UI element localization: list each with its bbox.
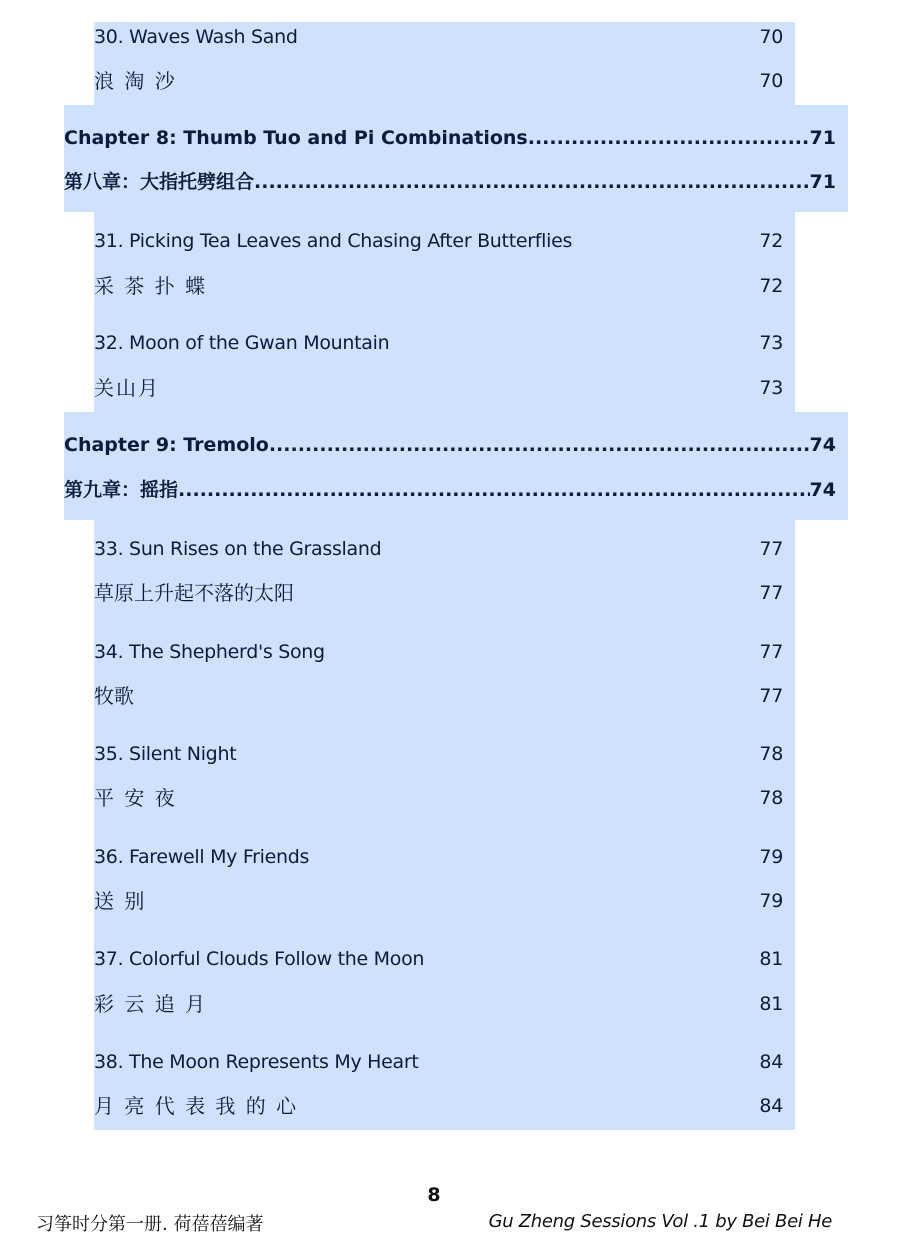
toc-entry-36-title-row[interactable]	[94, 842, 795, 872]
chapter-title: Chapter 9: Tremolo	[64, 434, 269, 456]
page-number: 71	[809, 127, 836, 149]
song-title-chinese: 牧歌	[94, 684, 134, 708]
page-number: 72	[759, 230, 783, 252]
song-title: 37. Colorful Clouds Follow the Moon	[94, 948, 425, 970]
song-title-chinese: 送 别	[94, 889, 147, 913]
song-title: 30. Waves Wash Sand	[94, 26, 298, 48]
song-title: 35. Silent Night	[94, 743, 237, 765]
toc-chapter-8[interactable]	[64, 105, 848, 212]
footer-page-number: 8	[427, 1184, 441, 1206]
toc-entry-37-cn-row[interactable]	[94, 989, 795, 1019]
dot-leader	[178, 475, 810, 505]
toc-entry-31-cn-row[interactable]	[94, 271, 795, 301]
song-title-chinese: 采 茶 扑 蝶	[94, 274, 208, 298]
toc-entry-34-title-row[interactable]	[94, 637, 795, 667]
dot-leader	[269, 430, 810, 460]
song-title: 33. Sun Rises on the Grassland	[94, 538, 382, 560]
page-number: 70	[759, 70, 783, 92]
toc-entry-38-title-row[interactable]	[94, 1047, 795, 1077]
page-number: 74	[809, 479, 836, 501]
song-title-chinese: 彩 云 追 月	[94, 992, 208, 1016]
song-title-chinese: 浪 淘 沙	[94, 69, 177, 93]
song-title: 31. Picking Tea Leaves and Chasing After Butterflies	[94, 230, 573, 252]
chapter-title-chinese: 第九章：摇指	[64, 479, 179, 501]
page-number: 78	[759, 743, 783, 765]
song-title: 32. Moon of the Gwan Mountain	[94, 332, 390, 354]
toc-entries-33-38	[94, 520, 795, 1130]
chapter-title-cn-row[interactable]	[64, 475, 836, 505]
toc-entry-37-title-row[interactable]	[94, 944, 795, 974]
page-number: 78	[759, 787, 783, 809]
page-number: 84	[759, 1095, 783, 1117]
chapter-title-row[interactable]	[64, 430, 836, 460]
dot-leader	[528, 123, 810, 153]
chapter-title-chinese: 第八章：大指托劈组合	[64, 171, 255, 193]
dot-leader	[254, 167, 810, 197]
toc-entry-31-title-row[interactable]	[94, 226, 795, 256]
page-number: 77	[759, 641, 783, 663]
song-title-chinese: 关山月	[94, 376, 160, 400]
toc-chapter-9[interactable]	[64, 412, 848, 520]
toc-entry-33-cn-row[interactable]	[94, 578, 795, 608]
page-number: 77	[759, 582, 783, 604]
page-number: 70	[759, 26, 783, 48]
toc-entry-cn-row[interactable]	[94, 66, 795, 96]
page-number: 77	[759, 685, 783, 707]
song-title: 34. The Shepherd's Song	[94, 641, 325, 663]
toc-entry-35-title-row[interactable]	[94, 739, 795, 769]
toc-entry-33-title-row[interactable]	[94, 534, 795, 564]
song-title-chinese: 平 安 夜	[94, 786, 177, 810]
toc-entry-32-cn-row[interactable]	[94, 373, 795, 403]
song-title: 36. Farewell My Friends	[94, 846, 310, 868]
song-title-chinese: 草原上升起不落的太阳	[94, 581, 294, 605]
footer-book-title-chinese: 习筝时分第一册. 荷蓓蓓编著	[36, 1214, 264, 1235]
toc-entry-32-title-row[interactable]	[94, 328, 795, 358]
page-number: 73	[759, 377, 783, 399]
page-number: 79	[759, 846, 783, 868]
toc-entry-34-cn-row[interactable]	[94, 681, 795, 711]
chapter-title-row[interactable]	[64, 123, 836, 153]
page-number: 81	[759, 948, 783, 970]
toc-entry-35-cn-row[interactable]	[94, 783, 795, 813]
page-number: 84	[759, 1051, 783, 1073]
page-number: 71	[809, 171, 836, 193]
page-number: 81	[759, 993, 783, 1015]
toc-entry-38-cn-row[interactable]	[94, 1091, 795, 1121]
song-title-chinese: 月 亮 代 表 我 的 心	[94, 1094, 299, 1118]
song-title: 38. The Moon Represents My Heart	[94, 1051, 419, 1073]
footer-book-title-english: Gu Zheng Sessions Vol .1 by Bei Bei He	[488, 1211, 832, 1232]
chapter-title: Chapter 8: Thumb Tuo and Pi Combinations	[64, 127, 528, 149]
page-number: 77	[759, 538, 783, 560]
chapter-title-cn-row[interactable]	[64, 167, 836, 197]
page-number: 74	[809, 434, 836, 456]
toc-entry-36-cn-row[interactable]	[94, 886, 795, 916]
toc-entry-30[interactable]	[94, 22, 795, 105]
page-number: 72	[759, 275, 783, 297]
page-number: 73	[759, 332, 783, 354]
page-number: 79	[759, 890, 783, 912]
toc-entry-title-row[interactable]	[94, 22, 795, 52]
toc-entries-31-32	[94, 212, 795, 412]
